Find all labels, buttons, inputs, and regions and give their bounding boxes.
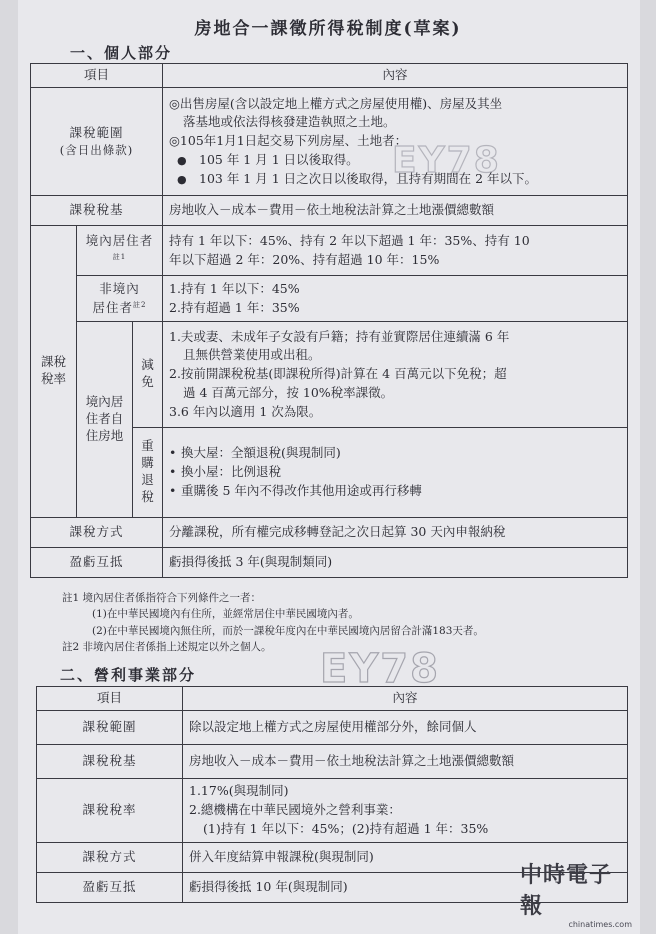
header-content: 內容 (183, 687, 628, 711)
scope-line: ◎105年1月1日起交易下列房屋、土地者： (169, 133, 408, 149)
resident-rate-line: 年以下超過 2 年：20%、持有超過 10 年：15% (169, 251, 440, 267)
business-scope-content: 除以設定地上權方式之房屋使用權部分外，餘同個人 (183, 711, 628, 745)
footnote-1b: (2)在中華民國境內無住所，而於一課稅年度內在中華民國境內居留合計滿183天者。 (92, 624, 484, 637)
exempt-content (163, 322, 628, 428)
rebuy-content (163, 428, 628, 518)
business-offset-content: 虧損得後抵 10 年(與現制同) (183, 873, 628, 903)
rebuy-label-cell (133, 428, 163, 518)
business-method-content: 併入年度結算申報課稅(與現制同) (183, 843, 628, 873)
footnote-1: 註1 境內居住者係指符合下列條件之一者： (62, 592, 262, 604)
business-rate-label: 課稅稅率 (37, 779, 183, 843)
base-content: 房地收入－成本－費用－依土地稅法計算之土地漲價總數額 (163, 196, 628, 226)
section-heading-individual: 一、個人部分 (70, 44, 173, 62)
business-base-content: 房地收入－成本－費用－依土地稅法計算之土地漲價總數額 (183, 745, 628, 779)
scope-label-cell (31, 88, 163, 196)
selfuse-label: 境內居住者自住房地 (85, 393, 124, 443)
scope-line: 落基地或依法得核發建造執照之土地。 (183, 114, 396, 130)
offset-content: 虧損得後抵 3 年(與現制類同) (163, 548, 628, 578)
business-rate-content (183, 779, 628, 843)
nonresident-rate-line: 1.持有 1 年以下：45% (169, 280, 300, 296)
chinatimes-logo (520, 858, 632, 929)
header-content: 內容 (163, 64, 628, 88)
nonresident-label: 居住者 (92, 299, 134, 315)
nonresident-label: 非境內 (99, 280, 140, 296)
footnote-1a: (1)在中華民國境內有住所，並經常居住中華民國境內者。 (92, 608, 359, 621)
scope-bullet: ● 103 年 1 月 1 日之次日以後取得，且持有期間在 2 年以下。 (169, 170, 621, 189)
exempt-line: 1.夫或妻、未成年子女設有戶籍；持有並實際居住連續滿 6 年 (169, 328, 510, 344)
watermark: EY78 (320, 646, 440, 692)
rebuy-line: • 重購後 5 年內不得改作其他用途或再行移轉 (169, 482, 621, 501)
header-item: 項目 (37, 687, 183, 711)
nonresident-rate-line: 2.持有超過 1 年：35% (169, 299, 300, 315)
rebuy-line: • 換大屋：全額退稅(與現制同) (169, 444, 621, 463)
scope-sublabel: (含日出條款) (59, 143, 134, 158)
business-rate-line: 2.總機構在中華民國境外之營利事業： (189, 802, 401, 818)
scope-bullet: ● 105 年 1 月 1 日以後取得。 (169, 151, 621, 170)
resident-label-cell (77, 226, 163, 276)
logo-text: 中時電子報 (520, 863, 613, 919)
header-item: 項目 (31, 64, 163, 88)
document-title: 房地合一課徵所得稅制度(草案) (194, 19, 462, 39)
business-base-label: 課稅稅基 (37, 745, 183, 779)
section-heading-business: 二、營利事業部分 (60, 666, 197, 684)
rebuy-line: • 換小屋：比例退稅 (169, 463, 621, 482)
selfuse-label-cell (77, 322, 133, 518)
base-label: 課稅稅基 (31, 196, 163, 226)
business-rate-line: (1)持有 1 年以下：45%；(2)持有超過 1 年：35% (203, 820, 489, 836)
nonresident-label-cell (77, 276, 163, 322)
exempt-line: 且無供營業使用或出租。 (183, 347, 321, 363)
business-rate-line: 1.17%(與現制同) (189, 783, 289, 799)
exempt-label-cell (133, 322, 163, 428)
business-scope-label: 課稅範圍 (37, 711, 183, 745)
logo-url: chinatimes.com (568, 920, 632, 929)
watermark: EY78 (392, 140, 501, 181)
method-content: 分離課稅，所有權完成移轉登記之次日起算 30 天內申報納稅 (163, 518, 628, 548)
exempt-label: 減免 (141, 357, 154, 390)
resident-label: 境內居住者 (85, 232, 154, 248)
resident-rates (163, 226, 628, 276)
offset-label: 盈虧互抵 (31, 548, 163, 578)
scope-line: ◎出售房屋(含以設定地上權方式之房屋使用權)、房屋及其坐 (169, 95, 503, 111)
exempt-line: 過 4 百萬元部分，按 10%稅率課徵。 (183, 384, 394, 400)
resident-rate-line: 持有 1 年以下：45%、持有 2 年以下超過 1 年：35%、持有 10 (169, 232, 530, 248)
business-offset-label: 盈虧互抵 (37, 873, 183, 903)
nonresident-note-ref: 註2 (133, 300, 147, 309)
footnote-2: 註2 非境內居住者係指上述規定以外之個人。 (62, 640, 272, 653)
rate-label: 課稅稅率 (41, 354, 67, 387)
exempt-line: 2.按前開課稅稅基(即課稅所得)計算在 4 百萬元以下免稅；超 (169, 366, 507, 382)
business-method-label: 課稅方式 (37, 843, 183, 873)
resident-note-ref: 註1 (112, 252, 127, 261)
scope-label: 課稅範圍 (69, 124, 124, 140)
nonresident-rates (163, 276, 628, 322)
exempt-line: 3.6 年內以適用 1 次為限。 (169, 403, 322, 419)
rebuy-label: 重購退稅 (141, 438, 154, 504)
rate-label-cell (31, 226, 77, 518)
method-label: 課稅方式 (31, 518, 163, 548)
individual-tax-table (30, 63, 628, 578)
